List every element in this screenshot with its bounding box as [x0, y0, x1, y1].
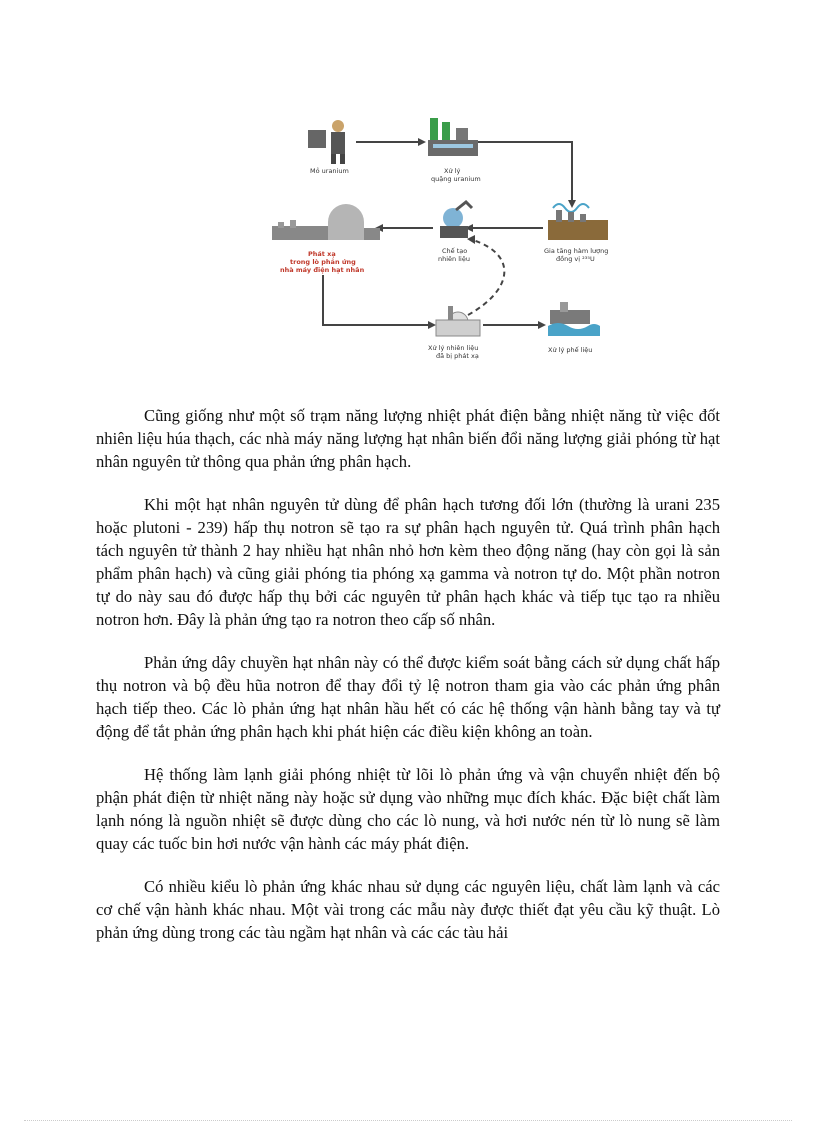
paragraph: Có nhiều kiểu lò phản ứng khác nhau sử dụng các nguyên liệu, chất làm lạnh và các cơ chế vận hành khác nhau. Một vài trong các mẫu này được thiết đạt yêu cầu kỹ thuật. Lò phản ứng dùng trong các tàu ngầm hạt nhân và các các tàu hải	[96, 877, 720, 942]
label-mine: Mỏ uranium	[310, 167, 349, 175]
enrichment-icon	[548, 204, 608, 240]
arrow-reactor-to-spent	[323, 275, 428, 325]
ore-processing-icon	[428, 118, 478, 156]
label-reactor-3: nhà máy điện hạt nhân	[280, 266, 365, 274]
fuel-cycle-svg	[268, 110, 612, 380]
label-enrich-2: đồng vị ²³⁵U	[556, 255, 595, 263]
nuclear-fuel-cycle-diagram	[268, 110, 612, 380]
page-bottom-divider	[24, 1120, 792, 1121]
label-fuel-2: nhiên liệu	[438, 255, 470, 263]
paragraph: Hệ thống làm lạnh giải phóng nhiệt từ lõi lò phản ứng và vận chuyển nhiệt đến bộ phận phát điện từ nhiệt năng này hoặc sử dụng vào những mục đích khác. Đặc biệt chất làm lạnh nóng là nguồn nhiệt sẽ được dùng cho các lò nung, và hơi nước nén từ lò nung sẽ làm quay các tuốc bin hơi nước vận hành các máy phát điện.	[96, 765, 720, 853]
paragraph: Khi một hạt nhân nguyên tử dùng để phân hạch tương đối lớn (thường là urani 235 hoặc plutoni - 239) hấp thụ notron sẽ tạo ra sự phân hạch nguyên tử. Quá trình phân hạch tách nguyên tử thành 2 hay nhiều hạt nhân nhỏ hơn kèm theo động năng (hay còn gọi là sản phẩm phân hạch) và cũng giải phóng tia phóng xạ gamma và notron tự do. Một phần notron tự do này sau đó được hấp thụ bởi các nguyên tử phân hạch khác và tiếp tục tạo ra nhiều notron hơn. Đây là phản ứng tạo ra notron theo cấp số nhân.	[96, 495, 720, 629]
spent-fuel-icon	[436, 306, 480, 336]
mine-icon	[308, 120, 345, 164]
label-ore-2: quặng uranium	[431, 175, 481, 183]
paragraph: Cũng giống như một số trạm năng lượng nhiệt phát điện bằng nhiệt năng từ việc đốt nhiên liệu húa thạch, các nhà máy năng lượng hạt nhân biến đổi năng lượng giải phóng từ hạt nhân nguyên tử thông qua phản ứng phân hạch.	[96, 406, 720, 471]
fuel-fabrication-icon	[440, 202, 472, 238]
paragraph: Phản ứng dây chuyền hạt nhân này có thể được kiểm soát bằng cách sử dụng chất hấp thụ notron và bộ đều hũa notron để thay đổi tỷ lệ notron tham gia vào các phản ứng phân hạch tiếp theo. Các lò phản ứng hạt nhân hầu hết có các hệ thống vận hành bằng tay và tự động để tắt phản ứng phân hạch khi phát hiện các điều kiện không an toàn.	[96, 653, 720, 741]
label-fuel-1: Chế tạo	[442, 247, 468, 255]
arrow-recycle	[468, 240, 504, 315]
waste-processing-icon	[548, 302, 600, 336]
label-spent-2: đã bị phát xạ	[436, 352, 479, 360]
label-reactor-1: Phát xạ	[308, 250, 336, 258]
arrow-ore-to-enrichment	[478, 142, 572, 200]
label-reactor-2: trong lò phản ứng	[290, 258, 356, 266]
article-body	[96, 404, 720, 964]
reactor-icon	[272, 204, 380, 240]
label-spent-1: Xử lý nhiên liệu	[428, 344, 479, 352]
label-enrich-1: Gia tăng hàm lượng	[544, 247, 609, 255]
label-ore-1: Xử lý	[444, 167, 461, 175]
arrow-heads	[375, 138, 576, 329]
label-waste: Xử lý phế liệu	[548, 346, 593, 354]
